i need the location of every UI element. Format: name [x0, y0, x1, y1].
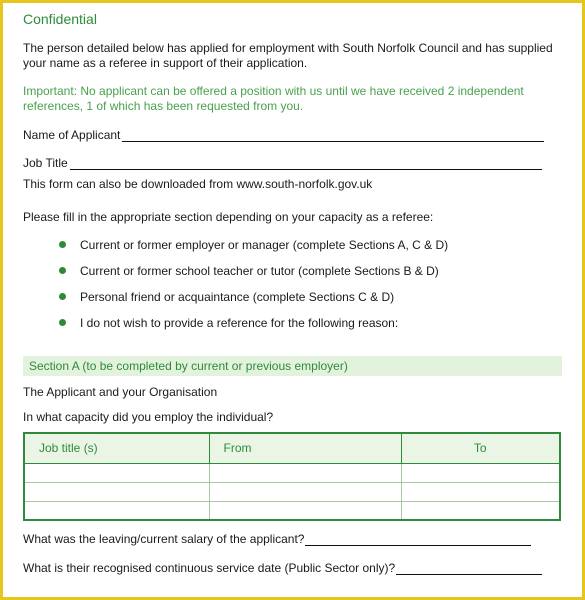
capacity-question: In what capacity did you employ the individual? [23, 410, 274, 424]
table-row [24, 463, 560, 482]
section-a-subheading: The Applicant and your Organisation [23, 385, 218, 399]
intro-paragraph: The person detailed below has applied for employment with South Norfolk Council and has supplied your name as a referee in support of their application. [23, 41, 553, 70]
service-date-row [23, 561, 542, 575]
form-title: Confidential [23, 11, 97, 27]
option-decline[interactable]: I do not wish to provide a reference for the following reason: [59, 316, 448, 342]
salary-field[interactable] [305, 534, 531, 546]
applicant-name-row [23, 128, 544, 142]
applicant-name-field[interactable] [122, 130, 544, 142]
col-job-title: Job title (s) [24, 433, 209, 463]
download-note: This form can also be downloaded from www.south-norfolk.gov.uk [23, 177, 373, 191]
bullet-icon [59, 267, 66, 274]
bullet-icon [59, 319, 66, 326]
section-a-heading: Section A (to be completed by current or previous employer) [23, 356, 562, 376]
salary-row [23, 532, 531, 546]
col-from: From [209, 433, 401, 463]
job-title-row [23, 156, 542, 170]
bullet-icon [59, 293, 66, 300]
instructions-text: Please fill in the appropriate section depending on your capacity as a referee: [23, 210, 434, 224]
table-cell[interactable] [209, 501, 401, 520]
referee-options-list [59, 238, 448, 342]
option-teacher[interactable]: Current or former school teacher or tutor (complete Sections B & D) [59, 264, 448, 290]
service-date-field[interactable] [396, 563, 542, 575]
table-cell[interactable] [401, 482, 560, 501]
table-cell[interactable] [401, 463, 560, 482]
important-notice: Important: No applicant can be offered a position with us until we have received 2 independent references, 1 of which has been requested from you. [23, 84, 524, 113]
employment-table [23, 432, 561, 521]
table-cell[interactable] [24, 482, 209, 501]
bullet-icon [59, 241, 66, 248]
option-friend[interactable]: Personal friend or acquaintance (complete Sections C & D) [59, 290, 448, 316]
job-title-label: Job Title [23, 156, 68, 170]
table-cell[interactable] [209, 463, 401, 482]
table-cell[interactable] [209, 482, 401, 501]
table-row [24, 501, 560, 520]
service-date-question: What is their recognised continuous service date (Public Sector only)? [23, 561, 396, 575]
table-row [24, 482, 560, 501]
table-cell[interactable] [401, 501, 560, 520]
option-employer[interactable]: Current or former employer or manager (complete Sections A, C & D) [59, 238, 448, 264]
table-cell[interactable] [24, 463, 209, 482]
col-to: To [401, 433, 560, 463]
job-title-field[interactable] [70, 158, 542, 170]
table-header-row [24, 433, 560, 463]
applicant-name-label: Name of Applicant [23, 128, 121, 142]
salary-question: What was the leaving/current salary of the applicant? [23, 532, 305, 546]
table-cell[interactable] [24, 501, 209, 520]
